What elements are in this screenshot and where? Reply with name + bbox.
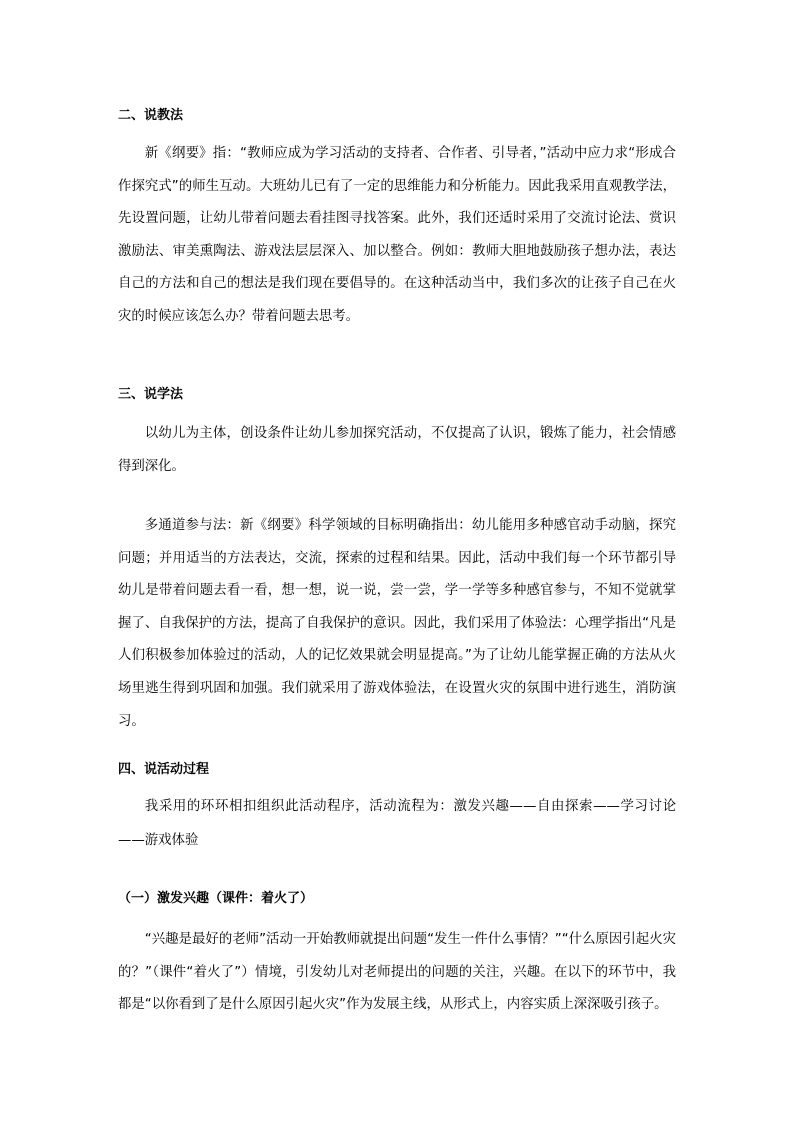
subsection-heading-stimulate-interest: （一）激发兴趣（课件：着火了）: [118, 891, 314, 906]
section-heading-activity-process: 四、说活动过程: [118, 762, 210, 777]
paragraph-learning-method-intro: 以幼儿为主体，创设条件让幼儿参加探究活动，不仅提高了认识，锻炼了能力，社会情感得到深化。: [118, 426, 676, 474]
section-heading-learning-method: 三、说学法: [118, 387, 184, 402]
section-heading-teaching-method: 二、说教法: [118, 108, 184, 123]
paragraph-activity-flow: 我采用的环环相扣组织此活动程序，活动流程为：激发兴趣——自由探索——学习讨论——游戏体验: [118, 799, 676, 848]
paragraph-multichannel-method: 多通道参与法：新《纲要》科学领域的目标明确指出：幼儿能用多种感官动手动脑，探究问题；并用适当的方法表达，交流，探索的过程和结果。因此，活动中我们每一个环节都引导幼儿是带着问题去看一看，想一想，说一说，尝一尝，学一学等多种感官参与，不知不觉就掌握了、自我保护的方法，提高了自我保护的意识。因此，我们采用了体验法：心理学指出“凡是人们积极参加体验过的活动，人的记忆效果就会明显提高。”为了让幼儿能掌握正确的方法从火场里逃生得到巩固和加强。我们就采用了游戏体验法，在设置火灾的氛围中进行逃生，消防演习。: [118, 518, 676, 729]
paragraph-teaching-method: 新《纲要》指：“教师应成为学习活动的支持者、合作者、引导者，”活动中应力求“形成合作探究式”的师生互动。大班幼儿已有了一定的思维能力和分析能力。因此我采用直观教学法，先设置问题，让幼儿带着问题去看挂图寻找答案。此外，我们还适时采用了交流讨论法、赏识激励法、审美熏陶法、游戏法层层深入、加以整合。例如：教师大胆地鼓励孩子想办法，表达自己的方法和自己的想法是我们现在要倡导的。在这种活动当中，我们多次的让孩子自己在火灾的时候应该怎么办？带着问题去思考。: [118, 146, 676, 324]
paragraph-stimulate-interest: “兴趣是最好的老师”活动一开始教师就提出问题“发生一件什么事情？”“什么原因引起火灾的？”（课件“着火了”）情境，引发幼儿对老师提出的问题的关注，兴趣。在以下的环节中，我都是“以你看到了是什么原因引起火灾”作为发展主线，从形式上，内容实质上深深吸引孩子。: [118, 932, 676, 1013]
